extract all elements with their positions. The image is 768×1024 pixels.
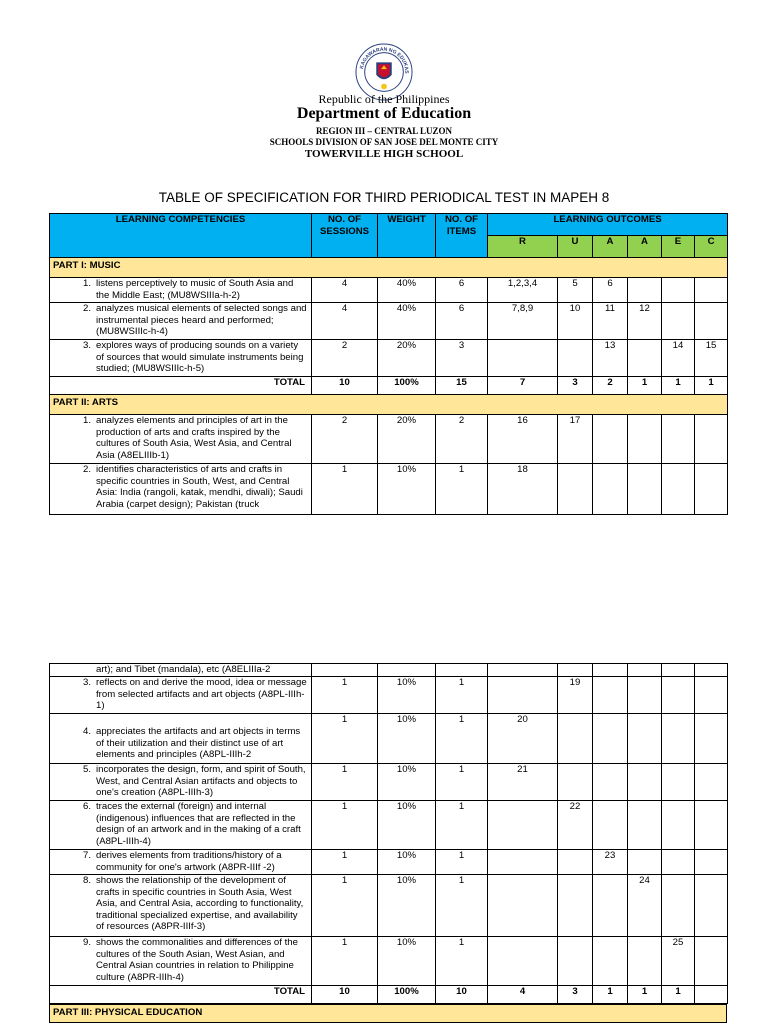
competency-number: 6. xyxy=(82,801,91,812)
items-cell: 1 xyxy=(436,937,488,986)
a2-cell: 24 xyxy=(628,875,662,937)
a2-cell xyxy=(628,677,662,714)
sessions-cell: 1 xyxy=(312,677,378,714)
outcome-u-header: U xyxy=(558,236,593,258)
e-cell: 25 xyxy=(662,937,695,986)
competency-number: 5. xyxy=(82,764,91,775)
u-cell: 17 xyxy=(558,415,593,464)
total-sessions: 10 xyxy=(312,377,378,395)
c-cell: 15 xyxy=(695,340,728,377)
a2-cell xyxy=(628,340,662,377)
total-u: 3 xyxy=(558,986,593,1004)
competency-number: 2. xyxy=(82,303,91,314)
school-name: TOWERVILLE HIGH SCHOOL xyxy=(304,148,464,160)
items-cell: 1 xyxy=(436,464,488,515)
r-cell xyxy=(488,677,558,714)
e-cell xyxy=(662,850,695,875)
a1-cell xyxy=(593,464,628,515)
c-cell xyxy=(695,677,728,714)
items-cell: 1 xyxy=(436,850,488,875)
sessions-cell: 1 xyxy=(312,937,378,986)
items-cell: 6 xyxy=(436,303,488,340)
outcome-a2-header: A xyxy=(628,236,662,258)
weight-cell: 10% xyxy=(378,850,436,875)
total-c: 1 xyxy=(695,377,728,395)
a1-cell xyxy=(593,937,628,986)
competency-number: 1. xyxy=(82,415,91,426)
competency-text: shows the commonalities and differences of the cultures of the South Asian, West Asian, and Central Asian countries in relation to Philippine culture (A8PR-IIIh-4) xyxy=(96,937,298,983)
total-a1: 2 xyxy=(593,377,628,395)
total-weight: 100% xyxy=(378,986,436,1004)
division-line: SCHOOLS DIVISION OF SAN JOSE DEL MONTE CITY xyxy=(269,137,499,147)
competency-number: 3. xyxy=(82,677,91,688)
arts-total-row xyxy=(50,986,728,1004)
r-cell: 18 xyxy=(488,464,558,515)
e-cell: 14 xyxy=(662,340,695,377)
total-r: 7 xyxy=(488,377,558,395)
outcome-e-header: E xyxy=(662,236,695,258)
a2-cell xyxy=(628,464,662,515)
sessions-cell: 1 xyxy=(312,764,378,801)
republic-line: Republic of the Philippines xyxy=(318,92,450,106)
competency-number: 1. xyxy=(82,278,91,289)
a2-cell xyxy=(628,764,662,801)
u-cell xyxy=(558,875,593,937)
total-r: 4 xyxy=(488,986,558,1004)
r-cell xyxy=(488,937,558,986)
pe-part-table xyxy=(49,1004,727,1023)
table-row xyxy=(50,464,728,515)
r-cell: 7,8,9 xyxy=(488,303,558,340)
a1-cell xyxy=(593,764,628,801)
r-cell xyxy=(488,340,558,377)
r-cell: 16 xyxy=(488,415,558,464)
c-cell xyxy=(695,764,728,801)
competency-continuation: art); and Tibet (mandala), etc (A8ELIIIa-2 xyxy=(96,664,271,675)
competency-text: incorporates the design, form, and spirit of South, West, and Central Asian artifacts and objects to one's creation (A8PL-IIIh-3) xyxy=(96,764,306,799)
items-cell: 1 xyxy=(436,764,488,801)
competency-number: 4. xyxy=(82,726,91,737)
a1-cell xyxy=(593,677,628,714)
total-a1: 1 xyxy=(593,986,628,1004)
total-items: 15 xyxy=(436,377,488,395)
a2-cell xyxy=(628,850,662,875)
r-cell xyxy=(488,850,558,875)
table-row xyxy=(50,714,728,764)
c-cell xyxy=(695,850,728,875)
sessions-cell: 1 xyxy=(312,714,378,764)
a2-cell xyxy=(628,937,662,986)
u-cell: 19 xyxy=(558,677,593,714)
r-cell: 20 xyxy=(488,714,558,764)
competencies-header: LEARNING COMPETENCIES xyxy=(50,214,312,258)
specification-table-page-1 xyxy=(49,213,728,515)
competency-text: shows the relationship of the development of crafts in specific countries in South Asia, West Asia, and Central Asia, according to functionality, traditional specialized expertise, and availability of resources (A8PR-IIIf-3) xyxy=(96,875,304,933)
sessions-cell: 2 xyxy=(312,415,378,464)
competency-number: 8. xyxy=(82,875,91,886)
competency-text: appreciates the artifacts and art objects in terms of their utilization and their distinct use of art elements and principles (A8PL-IIIh-2 xyxy=(96,726,301,761)
competency-text: explores ways of producing sounds on a variety of sources that would simulate instruments being studied; (MU8WSIIIc-h-5) xyxy=(96,340,304,375)
competency-text: analyzes musical elements of selected songs and instrumental pieces heard and performed; (MU8WSIIIc-h-4) xyxy=(96,303,307,338)
competency-text: derives elements from traditions/history of a community for one's artwork (A8PR-IIIf -2) xyxy=(96,850,282,873)
a2-cell xyxy=(628,801,662,850)
u-cell xyxy=(558,464,593,515)
u-cell: 22 xyxy=(558,801,593,850)
total-items: 10 xyxy=(436,986,488,1004)
a2-cell xyxy=(628,415,662,464)
u-cell xyxy=(558,937,593,986)
e-cell xyxy=(662,875,695,937)
document-title: TABLE OF SPECIFICATION FOR THIRD PERIODICAL TEST IN MAPEH 8 xyxy=(158,190,610,205)
table-row xyxy=(50,937,728,986)
a1-cell xyxy=(593,875,628,937)
table-row xyxy=(50,278,728,303)
e-cell xyxy=(662,677,695,714)
weight-header: WEIGHT xyxy=(378,214,436,258)
region-line: REGION III – CENTRAL LUZON xyxy=(315,126,453,136)
e-cell xyxy=(662,801,695,850)
weight-cell: 10% xyxy=(378,937,436,986)
items-cell: 6 xyxy=(436,278,488,303)
e-cell xyxy=(662,714,695,764)
sessions-cell: 1 xyxy=(312,801,378,850)
total-label: TOTAL xyxy=(50,986,312,1004)
sessions-cell: 1 xyxy=(312,850,378,875)
outcome-r-header: R xyxy=(488,236,558,258)
e-cell xyxy=(662,278,695,303)
u-cell xyxy=(558,764,593,801)
competency-number: 7. xyxy=(82,850,91,861)
weight-cell: 10% xyxy=(378,764,436,801)
competency-number: 2. xyxy=(82,464,91,475)
total-u: 3 xyxy=(558,377,593,395)
e-cell xyxy=(662,764,695,801)
table-row xyxy=(50,303,728,340)
c-cell xyxy=(695,278,728,303)
table-row xyxy=(50,875,728,937)
e-cell xyxy=(662,415,695,464)
total-e: 1 xyxy=(662,986,695,1004)
u-cell xyxy=(558,714,593,764)
competency-number: 3. xyxy=(82,340,91,351)
e-cell xyxy=(662,464,695,515)
c-cell xyxy=(695,801,728,850)
e-cell xyxy=(662,303,695,340)
items-cell: 3 xyxy=(436,340,488,377)
a2-cell: 12 xyxy=(628,303,662,340)
weight-cell: 10% xyxy=(378,875,436,937)
department-name: Department of Education xyxy=(296,105,472,122)
items-cell: 2 xyxy=(436,415,488,464)
a2-cell xyxy=(628,278,662,303)
total-sessions: 10 xyxy=(312,986,378,1004)
total-a2: 1 xyxy=(628,377,662,395)
competency-text: analyzes elements and principles of art in the production of arts and crafts inspired by the cultures of South Asia, West Asia, and Central Asia (A8ELIIIb-1) xyxy=(96,415,292,461)
a1-cell: 11 xyxy=(593,303,628,340)
competency-text: traces the external (foreign) and internal (indigenous) influences that are reflected in the design of an artwork and in the making of a craft (A8PL-IIIh-4) xyxy=(96,801,301,847)
c-cell xyxy=(695,464,728,515)
items-cell: 1 xyxy=(436,801,488,850)
a1-cell xyxy=(593,415,628,464)
c-cell xyxy=(695,415,728,464)
music-total-row xyxy=(50,377,728,395)
outcome-a1-header: A xyxy=(593,236,628,258)
weight-cell: 10% xyxy=(378,714,436,764)
sessions-cell: 4 xyxy=(312,278,378,303)
weight-cell: 20% xyxy=(378,340,436,377)
r-cell: 21 xyxy=(488,764,558,801)
arts-part-label: PART II: ARTS xyxy=(50,395,728,415)
c-cell xyxy=(695,714,728,764)
r-cell xyxy=(488,801,558,850)
c-cell xyxy=(695,937,728,986)
items-header: NO. OF ITEMS xyxy=(436,214,488,258)
learning-outcomes-header: LEARNING OUTCOMES xyxy=(488,214,728,236)
table-row xyxy=(50,801,728,850)
items-cell: 1 xyxy=(436,875,488,937)
table-row xyxy=(50,764,728,801)
sessions-cell: 2 xyxy=(312,340,378,377)
competency-text: reflects on and derive the mood, idea or message from selected artifacts and art objects (A8PL-IIIh-1) xyxy=(96,677,307,712)
specification-table-page-2 xyxy=(49,663,728,1004)
sessions-header: NO. OF SESSIONS xyxy=(312,214,378,258)
total-c xyxy=(695,986,728,1004)
outcome-c-header: C xyxy=(695,236,728,258)
sessions-cell: 1 xyxy=(312,464,378,515)
u-cell: 5 xyxy=(558,278,593,303)
sessions-cell: 1 xyxy=(312,875,378,937)
a1-cell xyxy=(593,801,628,850)
competency-text: identifies characteristics of arts and crafts in specific countries in South, West, and Central Asia: India (rangoli, katak, mendhi, diwali); Saudi Arabia (carpet design); Pakistan (truck xyxy=(96,464,303,510)
weight-cell: 10% xyxy=(378,677,436,714)
a1-cell: 13 xyxy=(593,340,628,377)
sessions-cell: 4 xyxy=(312,303,378,340)
total-weight: 100% xyxy=(378,377,436,395)
table-row xyxy=(50,677,728,714)
total-a2: 1 xyxy=(628,986,662,1004)
table-row xyxy=(50,850,728,875)
r-cell: 1,2,3,4 xyxy=(488,278,558,303)
table-row xyxy=(50,664,728,677)
a1-cell: 6 xyxy=(593,278,628,303)
weight-cell: 20% xyxy=(378,415,436,464)
r-cell xyxy=(488,875,558,937)
items-cell: 1 xyxy=(436,714,488,764)
weight-cell: 10% xyxy=(378,801,436,850)
u-cell: 10 xyxy=(558,303,593,340)
competency-text: listens perceptively to music of South Asia and the Middle East; (MU8WSIIIa-h-2) xyxy=(96,278,294,301)
a2-cell xyxy=(628,714,662,764)
c-cell xyxy=(695,303,728,340)
weight-cell: 10% xyxy=(378,464,436,515)
c-cell xyxy=(695,875,728,937)
total-e: 1 xyxy=(662,377,695,395)
weight-cell: 40% xyxy=(378,278,436,303)
table-row xyxy=(50,340,728,377)
svg-text:KAGAWARAN NG EDUKASYON: KAGAWARAN NG EDUKAS xyxy=(358,46,410,74)
weight-cell: 40% xyxy=(378,303,436,340)
a1-cell: 23 xyxy=(593,850,628,875)
a1-cell xyxy=(593,714,628,764)
table-row xyxy=(50,415,728,464)
u-cell xyxy=(558,340,593,377)
music-part-label: PART I: MUSIC xyxy=(50,258,728,278)
items-cell: 1 xyxy=(436,677,488,714)
total-label: TOTAL xyxy=(50,377,312,395)
competency-number: 9. xyxy=(82,937,91,948)
pe-part-label: PART III: PHYSICAL EDUCATION xyxy=(50,1005,727,1023)
u-cell xyxy=(558,850,593,875)
